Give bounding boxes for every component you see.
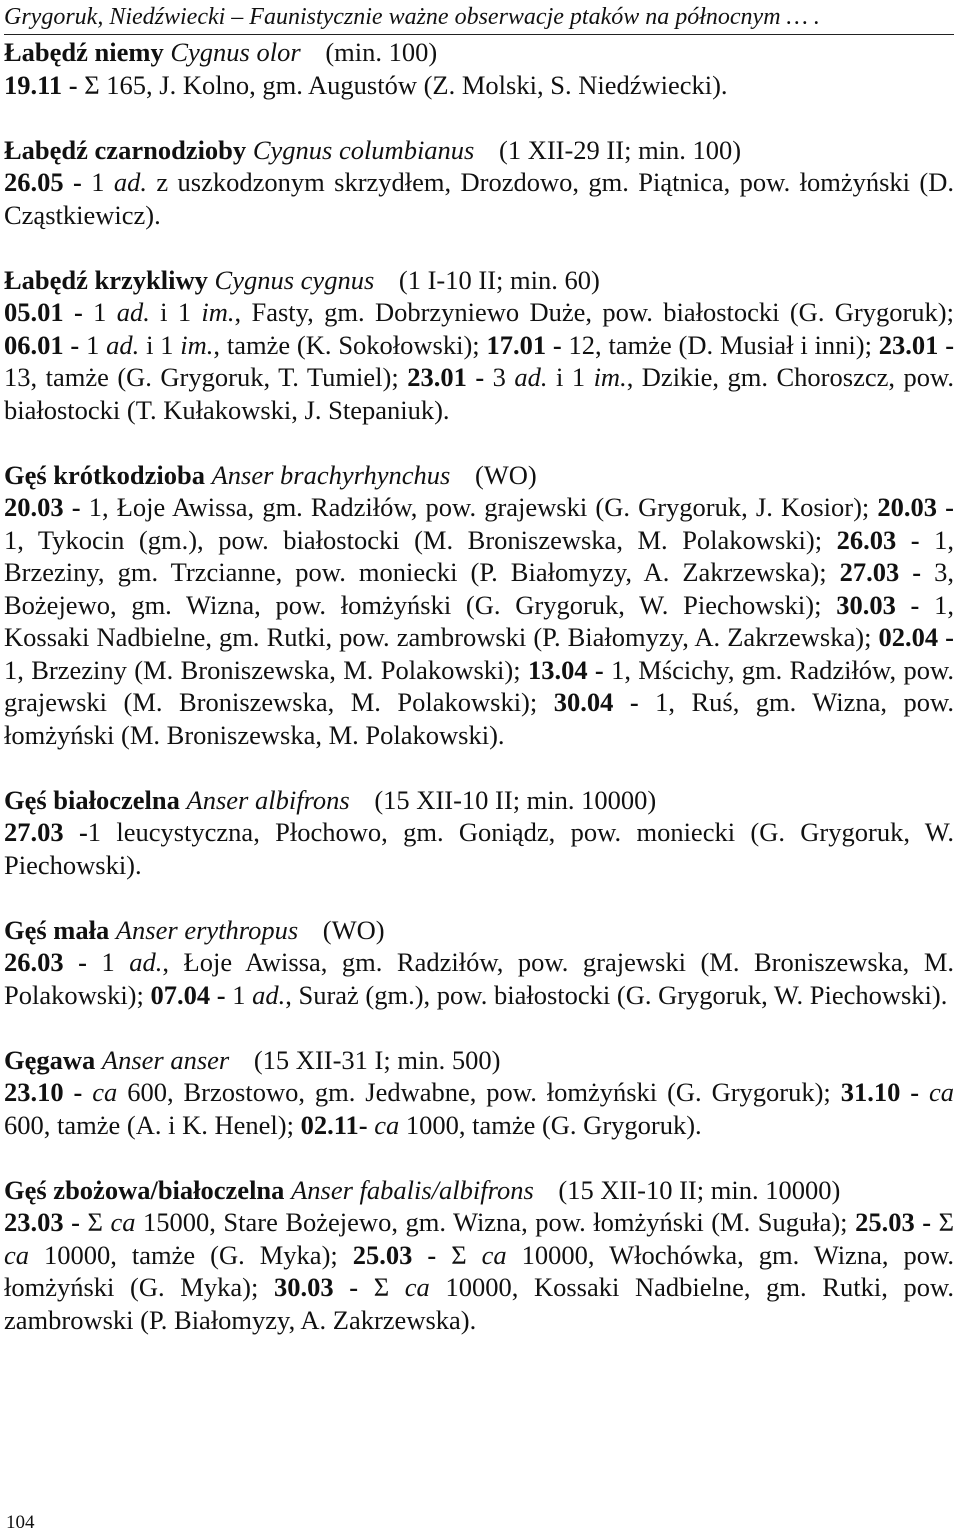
species-entry [4, 134, 954, 232]
species-records: 26.03 - 1 ad., Łoje Awissa, gm. Radziłów, pow. grajewski (M. Broniszewska, M. Polakowski); 07.04 - 1 ad., Suraż (gm.), pow. białostocki (G. Grygoruk, W. Piechowski). [4, 947, 955, 1010]
species-heading [4, 784, 954, 817]
species-records: 05.01 - 1 ad. i 1 im., Fasty, gm. Dobrzyniewo Duże, pow. białostocki (G. Grygoruk); 06.01 - 1 ad. i 1 im., tamże (K. Sokołowski); 17.01 - 12, tamże (D. Musiał i inni); 23.01 - 13, tamże (G. Grygoruk, T. Tumiel); 23.01 - 3 ad. i 1 im., Dzikie, gm. Choroszcz, pow. białostocki (T. Kułakowski, J. Stepaniuk). [4, 297, 955, 425]
species-latin-name: Cygnus columbianus [252, 134, 475, 165]
species-heading [4, 134, 954, 167]
species-criteria: (1 XII-29 II; min. 100) [499, 134, 742, 165]
species-heading [4, 459, 954, 492]
species-polish-name: Gęś białoczelna [4, 784, 180, 815]
species-entry [4, 1044, 954, 1142]
species-records: 23.03 - Σ ca 15000, Stare Bożejewo, gm. Wizna, pow. łomżyński (M. Suguła); 25.03 - Σ ca 10000, tamże (G. Myka); 25.03 - Σ ca 10000, Włochówka, gm. Wizna, pow. łomżyński (G. Myka); 30.03 - Σ ca 10000, Kossaki Nadbielne, gm. Rutki, pow. zambrowski (P. Białomyzy, A. Zakrzewska). [4, 1207, 955, 1335]
species-latin-name: Anser brachyrhynchus [211, 459, 451, 490]
species-heading [4, 36, 954, 69]
page-number: 104 [6, 1512, 35, 1533]
species-latin-name: Cygnus olor [170, 37, 301, 67]
species-criteria: (1 I-10 II; min. 60) [398, 264, 600, 295]
species-criteria: (min. 100) [325, 37, 438, 67]
species-entry [4, 36, 954, 101]
species-criteria: (WO) [322, 914, 385, 945]
species-entry [4, 914, 954, 1012]
species-polish-name: Gęś mała [4, 914, 110, 945]
species-records: 23.10 - ca 600, Brzostowo, gm. Jedwabne, pow. łomżyński (G. Grygoruk); 31.10 - ca 600, tamże (A. i K. Henel); 02.11- ca 1000, tamże (G. Grygoruk). [4, 1077, 955, 1140]
species-criteria: (WO) [474, 459, 537, 490]
species-criteria: (15 XII-31 I; min. 500) [253, 1044, 501, 1075]
species-records: 27.03 -1 leucystyczna, Płochowo, gm. Goniądz, pow. moniecki (G. Grygoruk, W. Piechowski). [4, 817, 954, 880]
species-latin-name: Anser erythropus [115, 914, 299, 945]
species-polish-name: Łabędź krzykliwy [4, 264, 208, 295]
species-entry [4, 1174, 954, 1337]
species-polish-name: Gęś zbożowa/białoczelna [4, 1174, 285, 1205]
species-polish-name: Gęgawa [4, 1044, 96, 1075]
species-polish-name: Gęś krótkodzioba [4, 459, 205, 490]
running-header [4, 2, 954, 35]
species-records: 19.11 - Σ 165, J. Kolno, gm. Augustów (Z. Molski, S. Niedźwiecki). [4, 69, 728, 100]
species-polish-name: Łabędź czarnodzioby [4, 134, 247, 165]
species-heading [4, 1174, 954, 1207]
species-heading [4, 264, 954, 297]
species-heading [4, 914, 954, 947]
species-heading [4, 1044, 954, 1077]
species-entry [4, 264, 954, 427]
species-records: 20.03 - 1, Łoje Awissa, gm. Radziłów, pow. grajewski (G. Grygoruk, J. Kosior); 20.03 - 1, Tykocin (gm.), pow. białostocki (M. Broniszewska, M. Polakowski); 26.03 - 1, Brzeziny, gm. Trzcianne, pow. moniecki (P. Białomyzy, A. Zakrzewska); 27.03 - 3, Bożejewo, gm. Wizna, pow. łomżyński (G. Grygoruk, W. Piechowski); 30.03 - 1, Kossaki Nadbielne, gm. Rutki, pow. zambrowski (P. Białomyzy, A. Zakrzewska); 02.04 - 1, Brzeziny (M. Broniszewska, M. Polakowski); 13.04 - 1, Mścichy, gm. Radziłów, pow. grajewski (M. Broniszewska, M. Polakowski); 30.04 - 1, Ruś, gm. Wizna, pow. łomżyński (M. Broniszewska, M. Polakowski). [4, 492, 955, 750]
species-criteria: (15 XII-10 II; min. 10000) [558, 1174, 841, 1205]
species-latin-name: Anser anser [101, 1044, 230, 1075]
species-latin-name: Cygnus cygnus [214, 264, 375, 295]
species-entry [4, 784, 954, 882]
species-latin-name: Anser albifrons [186, 784, 350, 815]
species-records: 26.05 - 1 ad. z uszkodzonym skrzydłem, Drozdowo, gm. Piątnica, pow. łomżyński (D. Cząstkiewicz). [4, 167, 954, 230]
running-title: Grygoruk, Niedźwiecki – Faunistycznie ważne obserwacje ptaków na północnym … . [4, 4, 820, 30]
species-entry [4, 459, 954, 752]
species-latin-name: Anser fabalis/albifrons [291, 1174, 534, 1205]
species-list [4, 36, 954, 1369]
species-criteria: (15 XII-10 II; min. 10000) [374, 784, 657, 815]
species-polish-name: Łabędź niemy [4, 37, 164, 67]
